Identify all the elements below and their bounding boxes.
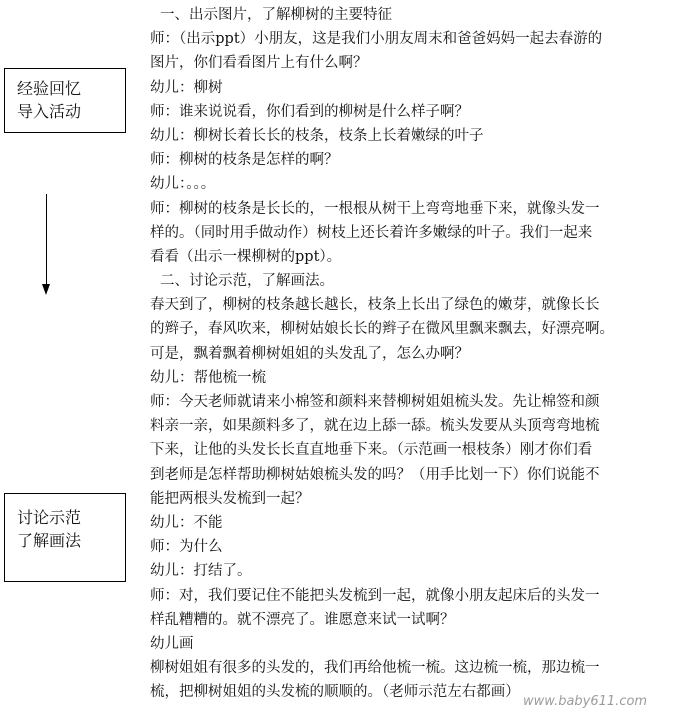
stage-box-review (4, 68, 126, 133)
text-line: 柳树姐姐有很多的头发的，我们再给他梳一梳。这边梳一梳，那边梳一 (150, 660, 600, 677)
text-line: 下来，让他的头发长长直直地垂下来。（示范画一根枝条）刚才你们看 (150, 442, 593, 459)
text-line: 样的。（同时用手做动作）树枝上还长着许多嫩绿的叶子。我们一起来 (150, 224, 593, 241)
text-line: 师：谁来说说看，你们看到的柳树是什么样子啊？ (150, 103, 469, 120)
flow-arrow-line (46, 194, 47, 286)
lesson-text (150, 3, 682, 704)
text-line: 师：柳树的枝条是长长的，一根根从树干上弯弯地垂下来，就像头发一 (150, 200, 600, 217)
site-watermark: www.baby611.com (523, 694, 648, 709)
text-line: 料亲一亲，如果颜料多了，就在边上舔一舔。梳头发要从头顶弯弯地梳 (150, 418, 600, 435)
text-line: 样乱糟糟的。就不漂亮了。谁愿意来试一试啊？ (150, 611, 455, 628)
text-line: 师：柳树的枝条是怎样的啊？ (150, 152, 339, 169)
stage-box-review-line-2: 导入活动 (17, 102, 82, 121)
text-line: 幼儿：。。。 (150, 176, 216, 193)
text-line: 可是，飘着飘着柳树姐姐的头发乱了，怎么办啊？ (150, 345, 469, 362)
text-line: 幼儿：柳树长着长长的枝条，枝条上长着嫩绿的叶子 (150, 127, 484, 144)
text-line: 师：（出示ppt）小朋友，这是我们小朋友周末和爸爸妈妈一起去春游的 (150, 31, 603, 48)
text-line: 师：对，我们要记住不能把头发梳到一起，就像小朋友起床后的头发一 (150, 587, 600, 604)
flow-arrow-down-icon (42, 284, 50, 295)
stage-box-review-line-1: 经验回忆 (17, 79, 82, 98)
text-line: 二、讨论示范，了解画法。 (160, 273, 334, 290)
text-line: 一、出示图片，了解柳树的主要特征 (160, 7, 392, 23)
text-line: 师：为什么 (150, 539, 223, 556)
text-line: 春天到了，柳树的枝条越长越长，枝条上长出了绿色的嫩芽，就像长长 (150, 297, 600, 314)
text-line: 的辫子，春风吹来，柳树姑娘长长的辫子在微风里飘来飘去，好漂亮啊。 (150, 321, 614, 338)
text-line: 图片，你们看看图片上有什么啊？ (150, 55, 368, 72)
text-line: 幼儿：帮他梳一梳 (150, 369, 266, 386)
text-line: 幼儿：打结了。 (150, 563, 252, 580)
stage-box-discussion-line-2: 了解画法 (17, 531, 82, 550)
text-line: 师：今天老师就请来小棉签和颜料来替柳树姐姐梳头发。先让棉签和颜 (150, 394, 600, 410)
text-line: 幼儿画 (150, 635, 194, 652)
stage-box-discussion-line-1: 讨论示范 (17, 508, 82, 527)
text-line: 幼儿：柳树 (150, 79, 223, 96)
text-line: 梳，把柳树姐姐的头发梳的顺顺的。（老师示范左右都画） (150, 684, 520, 701)
stage-box-discussion (4, 493, 126, 582)
text-line: 幼儿：不能 (150, 514, 223, 531)
text-line: 看看（出示一棵柳树的ppt）。 (150, 248, 342, 265)
text-line: 到老师是怎样帮助柳树姑娘梳头发的吗？（用手比划一下）你们说能不 (150, 466, 600, 483)
text-line: 能把两根头发梳到一起？ (150, 490, 310, 507)
